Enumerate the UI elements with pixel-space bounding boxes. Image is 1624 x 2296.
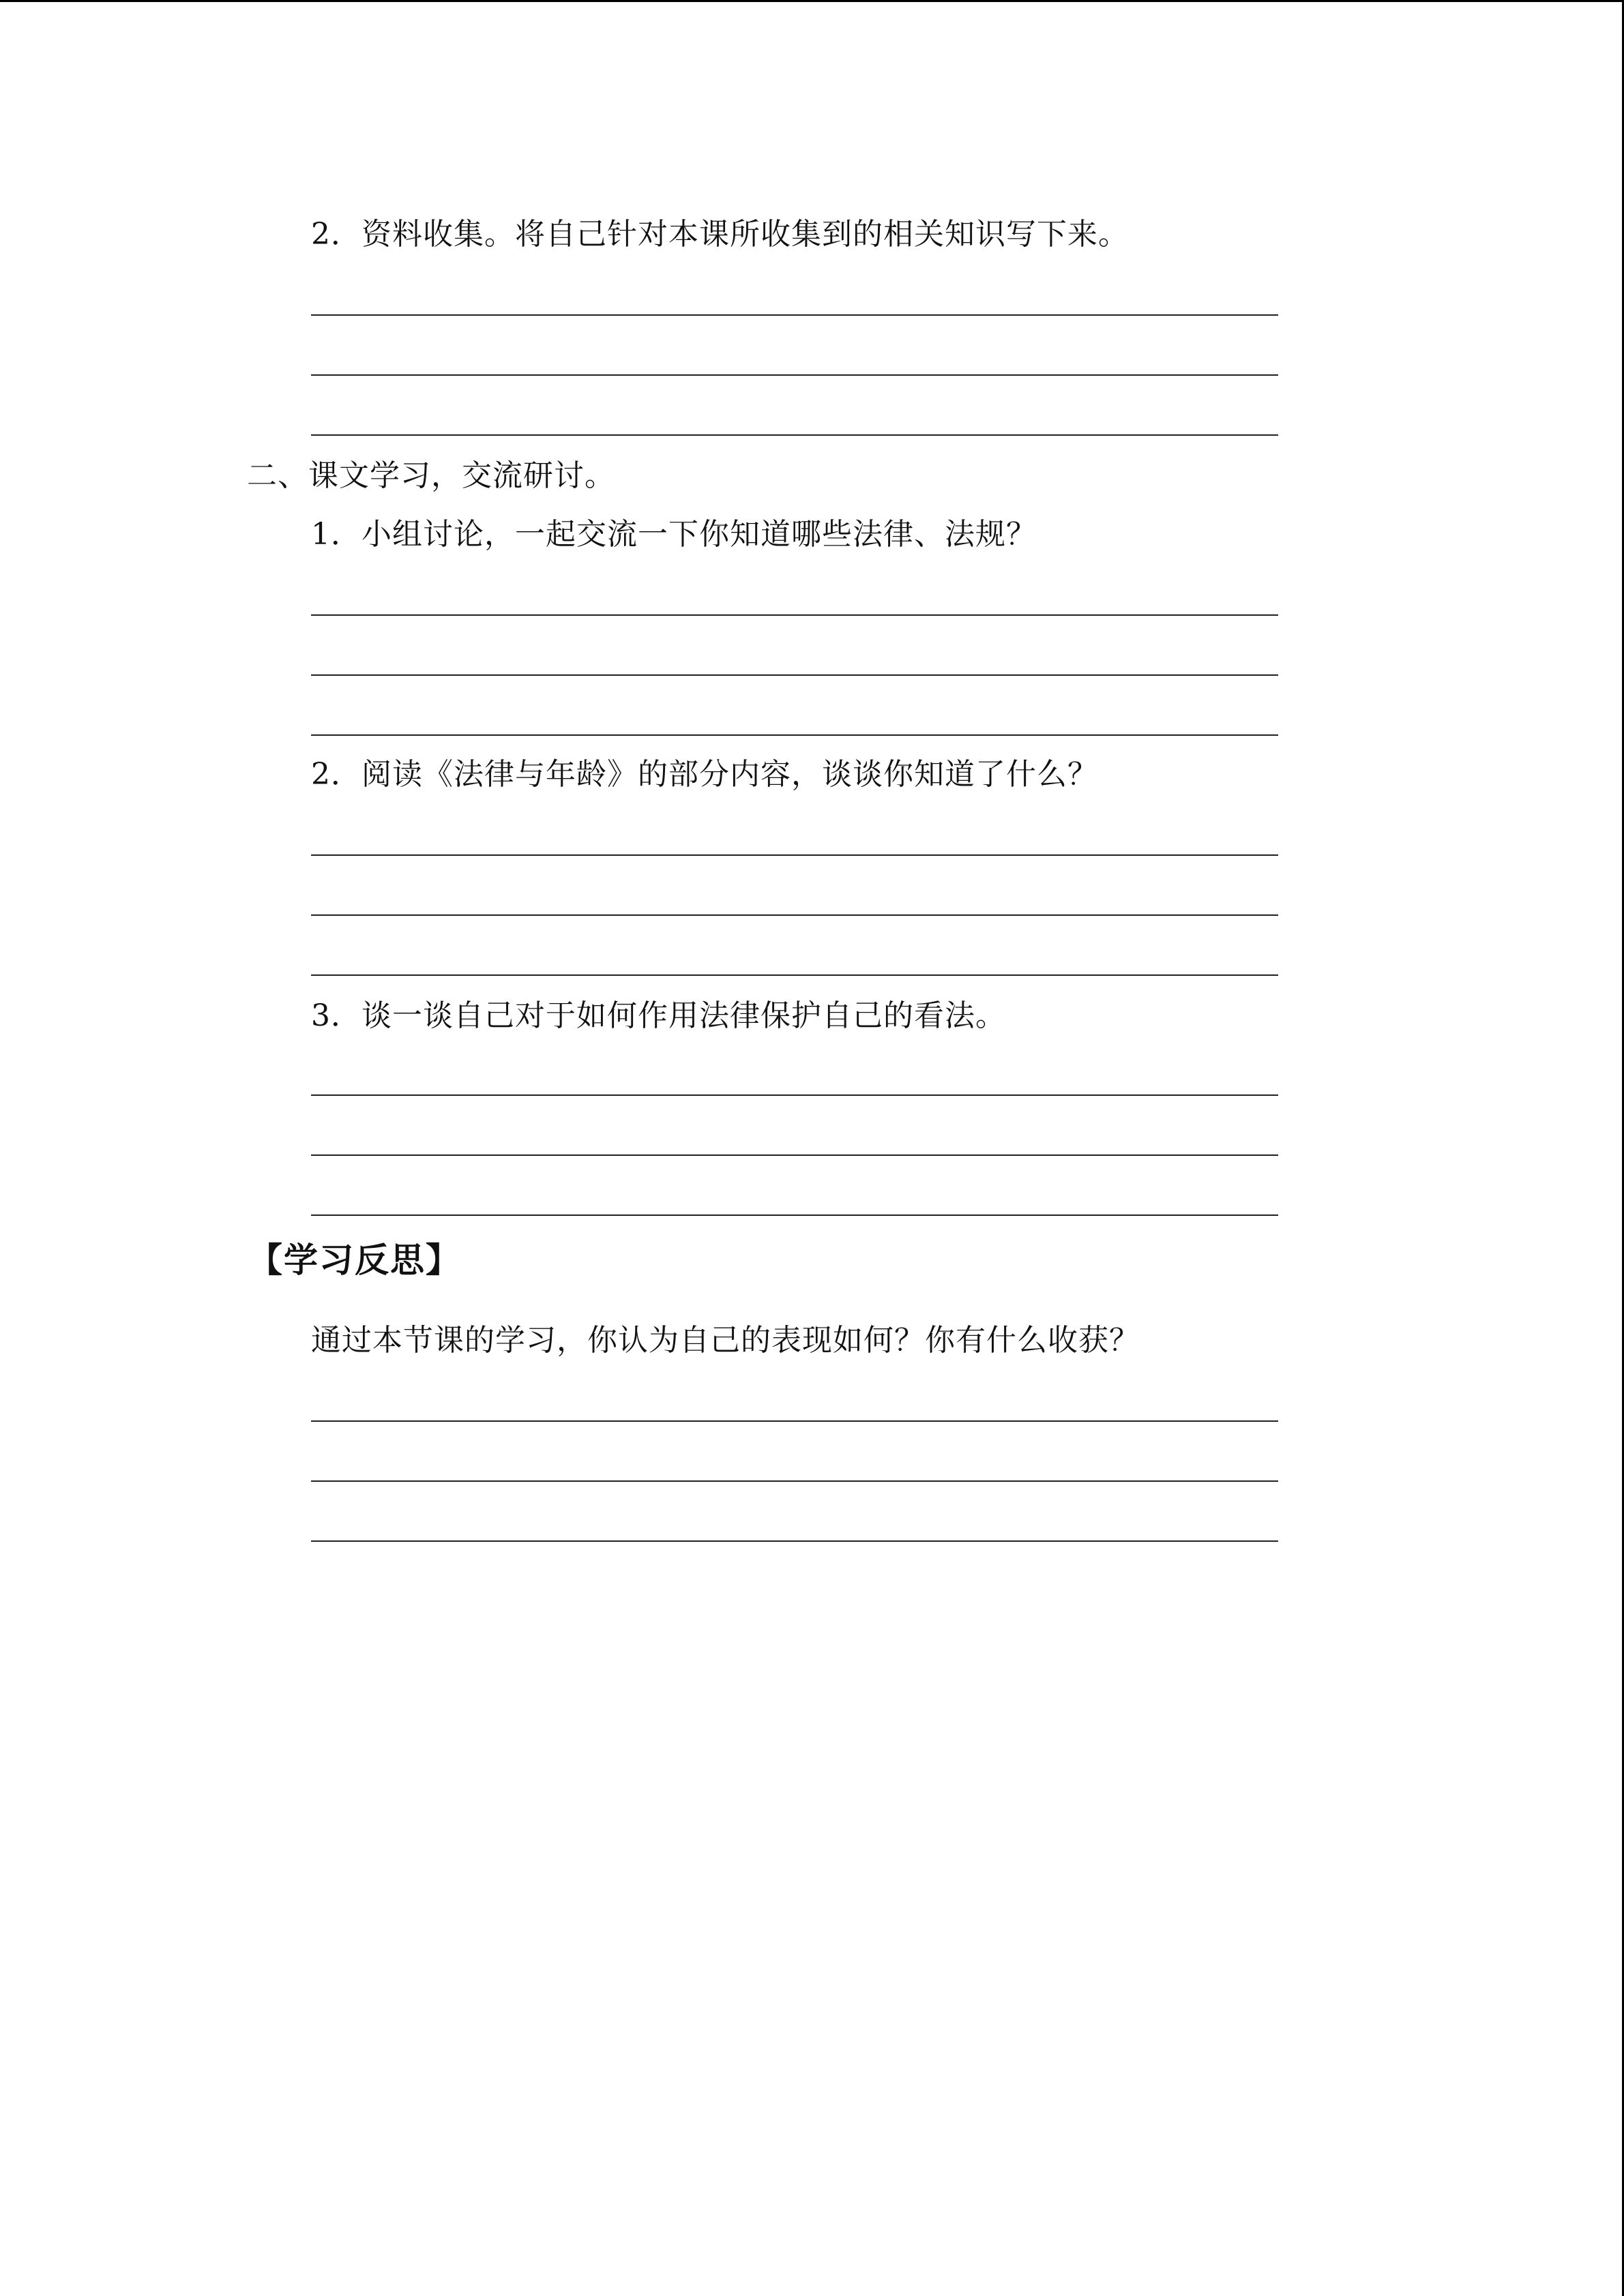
- question-read: 2．阅读《法律与年龄》的部分内容，谈谈你知道了什么？: [311, 757, 1098, 792]
- answer-line: [311, 914, 1278, 916]
- answer-line: [311, 1154, 1278, 1156]
- question-talk: 3．谈一谈自己对于如何作用法律保护自己的看法。: [311, 998, 1006, 1033]
- answer-line: [311, 374, 1278, 376]
- question-collect: 2．资料收集。将自己针对本课所收集到的相关知识写下来。: [311, 217, 1129, 252]
- answer-line: [311, 434, 1278, 436]
- answer-line: [311, 1094, 1278, 1096]
- answer-line: [311, 1420, 1278, 1422]
- answer-line: [311, 1480, 1278, 1482]
- question-discuss: 1．小组讨论，一起交流一下你知道哪些法律、法规？: [311, 517, 1037, 552]
- answer-line: [311, 1214, 1278, 1216]
- page-border-top: [0, 0, 1624, 2]
- answer-line: [311, 974, 1278, 976]
- answer-line: [311, 314, 1278, 316]
- question-reflect: 通过本节课的学习，你认为自己的表现如何？你有什么收获？: [311, 1323, 1140, 1358]
- answer-line: [311, 734, 1278, 736]
- answer-line: [311, 854, 1278, 856]
- reflection-heading: 【学习反思】: [248, 1240, 461, 1280]
- part2-title: 二、课文学习，交流研讨。: [247, 458, 615, 493]
- answer-line: [311, 614, 1278, 616]
- answer-line: [311, 674, 1278, 676]
- answer-line: [311, 1540, 1278, 1542]
